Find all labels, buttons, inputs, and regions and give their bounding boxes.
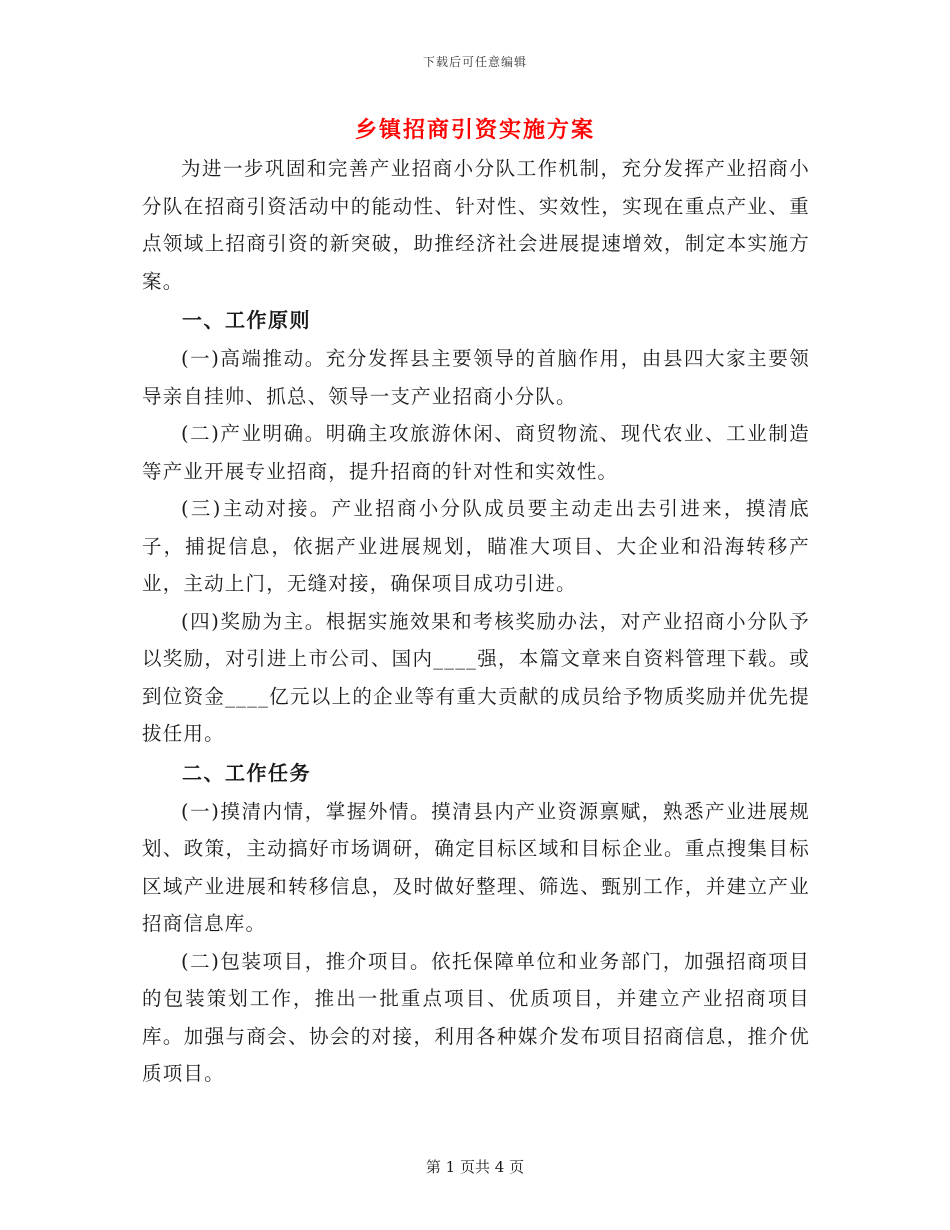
principle-item-3: (三)主动对接。产业招商小分队成员要主动走出去引进来，摸清底子，捕捉信息，依据产业进展规划，瞄准大项目、大企业和沿海转移产业，主动上门，无缝对接，确保项目成功引进。 [142,497,810,595]
section-heading-principles: 一、工作原则 [182,308,311,332]
page-footer: 第 1 页共 4 页 [425,1158,525,1176]
principle-item-4: (四)奖励为主。根据实施效果和考核奖励办法，对产业招商小分队予以奖励，对引进上市公司、国内____强，本篇文章来自资料管理下载。或到位资金____亿元以上的企业等有重大贡献的成员给予物质奖励并优先提拔任用。 [142,609,810,745]
document-body [142,150,810,1093]
intro-paragraph: 为进一步巩固和完善产业招商小分队工作机制，充分发挥产业招商小分队在招商引资活动中的能动性、针对性、实效性，实现在重点产业、重点领域上招商引资的新突破，助推经济社会进展提速增效，制定本实施方案。 [142,157,810,293]
task-item-2: (二)包装项目，推介项目。依托保障单位和业务部门，加强招商项目的包装策划工作，推出一批重点项目、优质项目，并建立产业招商项目库。加强与商会、协会的对接，利用各种媒介发布项目招商信息，推介优质项目。 [142,949,810,1085]
header-note: 下载后可任意编辑 [422,55,527,69]
task-item-1: (一)摸清内情，掌握外情。摸清县内产业资源禀赋，熟悉产业进展规划、政策，主动搞好市场调研，确定目标区域和目标企业。重点搜集目标区域产业进展和转移信息，及时做好整理、筛选、甄别工作，并建立产业招商信息库。 [142,799,810,935]
document-title: 乡镇招商引资实施方案 [354,117,595,143]
principle-item-1: (一)高端推动。充分发挥县主要领导的首脑作用，由县四大家主要领导亲自挂帅、抓总、领导一支产业招商小分队。 [142,347,810,408]
section-heading-tasks: 二、工作任务 [182,760,311,785]
principle-item-2: (二)产业明确。明确主攻旅游休闲、商贸物流、现代农业、工业制造等产业开展专业招商，提升招商的针对性和实效性。 [142,422,810,483]
